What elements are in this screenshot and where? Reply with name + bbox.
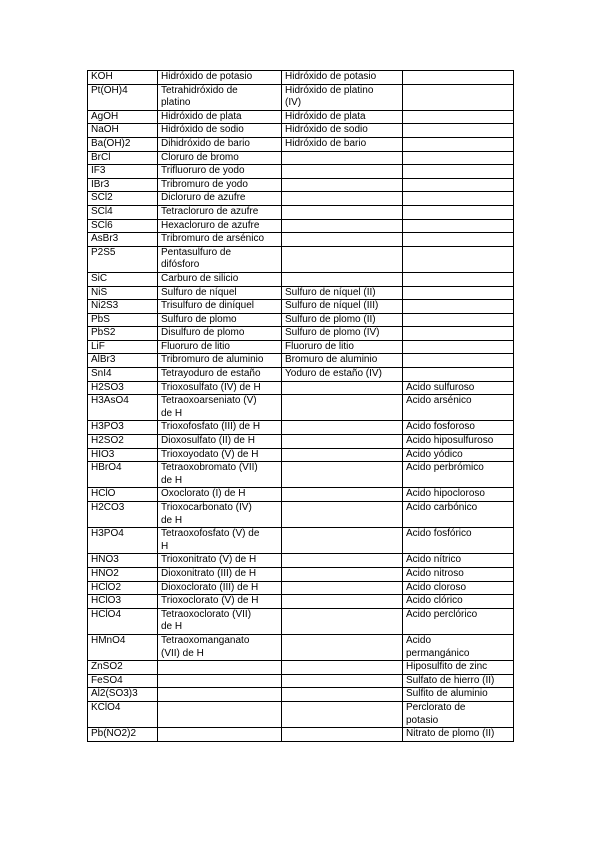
- systematic-name-cell: [158, 674, 282, 688]
- table-row: [88, 192, 514, 206]
- table-row: [88, 205, 514, 219]
- formula-cell: ZnSO2: [88, 661, 158, 675]
- table-row: [88, 313, 514, 327]
- stock-name-cell: [282, 462, 403, 488]
- formula-cell: Pt(OH)4: [88, 84, 158, 110]
- stock-name-cell: Hidróxido de plata: [282, 110, 403, 124]
- systematic-name-cell: Pentasulfuro de difósforo: [158, 246, 282, 272]
- stock-name-cell: Sulfuro de plomo (IV): [282, 327, 403, 341]
- systematic-name-cell: Trioxocarbonato (IV) de H: [158, 502, 282, 528]
- traditional-name-cell: [403, 340, 514, 354]
- table-row: [88, 688, 514, 702]
- table-row: [88, 286, 514, 300]
- table-row: [88, 137, 514, 151]
- table-row: [88, 151, 514, 165]
- traditional-name-cell: Ácido carbónico: [403, 502, 514, 528]
- traditional-name-cell: Ácido yódico: [403, 448, 514, 462]
- table-row: [88, 165, 514, 179]
- stock-name-cell: [282, 192, 403, 206]
- formula-cell: H2CO3: [88, 502, 158, 528]
- table-row: [88, 674, 514, 688]
- table-row: [88, 300, 514, 314]
- formula-cell: AgOH: [88, 110, 158, 124]
- table-row: [88, 233, 514, 247]
- traditional-name-cell: Ácido fosforoso: [403, 421, 514, 435]
- stock-name-cell: Hidróxido de bario: [282, 137, 403, 151]
- systematic-name-cell: Dioxosulfato (II) de H: [158, 435, 282, 449]
- formula-cell: H2SO2: [88, 435, 158, 449]
- traditional-name-cell: [403, 233, 514, 247]
- traditional-name-cell: [403, 71, 514, 85]
- stock-name-cell: [282, 435, 403, 449]
- stock-name-cell: [282, 567, 403, 581]
- systematic-name-cell: Trioxofosfato (III) de H: [158, 421, 282, 435]
- table-row: [88, 435, 514, 449]
- formula-cell: AsBr3: [88, 233, 158, 247]
- table-row: [88, 595, 514, 609]
- table-row: [88, 567, 514, 581]
- table-row: [88, 448, 514, 462]
- traditional-name-cell: Ácido nitroso: [403, 567, 514, 581]
- systematic-name-cell: Trioxoclorato (V) de H: [158, 595, 282, 609]
- stock-name-cell: [282, 701, 403, 727]
- traditional-name-cell: Ácido sulfuroso: [403, 381, 514, 395]
- systematic-name-cell: Trisulfuro de diníquel: [158, 300, 282, 314]
- systematic-name-cell: Tetraoxofosfato (V) de H: [158, 528, 282, 554]
- systematic-name-cell: Tribromuro de arsénico: [158, 233, 282, 247]
- formula-cell: SiC: [88, 272, 158, 286]
- stock-name-cell: [282, 165, 403, 179]
- table-row: [88, 488, 514, 502]
- traditional-name-cell: Ácido hipocloroso: [403, 488, 514, 502]
- formula-cell: PbS2: [88, 327, 158, 341]
- traditional-name-cell: [403, 192, 514, 206]
- traditional-name-cell: Ácido fosfórico: [403, 528, 514, 554]
- systematic-name-cell: Carburo de silicio: [158, 272, 282, 286]
- systematic-name-cell: Dioxonitrato (III) de H: [158, 567, 282, 581]
- stock-name-cell: [282, 488, 403, 502]
- formula-cell: HClO4: [88, 608, 158, 634]
- systematic-name-cell: Tetraoxoclorato (VII) de H: [158, 608, 282, 634]
- systematic-name-cell: Tribromuro de aluminio: [158, 354, 282, 368]
- stock-name-cell: [282, 608, 403, 634]
- stock-name-cell: [282, 554, 403, 568]
- formula-cell: Ba(OH)2: [88, 137, 158, 151]
- systematic-name-cell: Hexacloruro de azufre: [158, 219, 282, 233]
- traditional-name-cell: Ácido perclórico: [403, 608, 514, 634]
- traditional-name-cell: Sulfito de aluminio: [403, 688, 514, 702]
- formula-cell: SnI4: [88, 368, 158, 382]
- table-row: [88, 661, 514, 675]
- formula-cell: HClO: [88, 488, 158, 502]
- traditional-name-cell: [403, 178, 514, 192]
- stock-name-cell: Sulfuro de plomo (II): [282, 313, 403, 327]
- systematic-name-cell: Trioxonitrato (V) de H: [158, 554, 282, 568]
- stock-name-cell: Hidróxido de potasio: [282, 71, 403, 85]
- stock-name-cell: [282, 421, 403, 435]
- systematic-name-cell: Tribromuro de yodo: [158, 178, 282, 192]
- stock-name-cell: [282, 674, 403, 688]
- stock-name-cell: [282, 581, 403, 595]
- formula-cell: Pb(NO2)2: [88, 728, 158, 742]
- table-row: [88, 528, 514, 554]
- systematic-name-cell: Tetrayoduro de estaño: [158, 368, 282, 382]
- formula-cell: P2S5: [88, 246, 158, 272]
- stock-name-cell: [282, 595, 403, 609]
- systematic-name-cell: Oxoclorato (I) de H: [158, 488, 282, 502]
- traditional-name-cell: [403, 151, 514, 165]
- stock-name-cell: [282, 528, 403, 554]
- formula-cell: H3PO3: [88, 421, 158, 435]
- traditional-name-cell: [403, 368, 514, 382]
- formula-cell: HIO3: [88, 448, 158, 462]
- formula-cell: KClO4: [88, 701, 158, 727]
- systematic-name-cell: [158, 688, 282, 702]
- stock-name-cell: Hidróxido de sodio: [282, 124, 403, 138]
- systematic-name-cell: Tetrahidróxido de platino: [158, 84, 282, 110]
- table-row: [88, 124, 514, 138]
- table-row: [88, 395, 514, 421]
- formula-cell: IF3: [88, 165, 158, 179]
- table-row: [88, 581, 514, 595]
- table-row: [88, 728, 514, 742]
- systematic-name-cell: Hidróxido de potasio: [158, 71, 282, 85]
- formula-cell: HClO3: [88, 595, 158, 609]
- traditional-name-cell: Acido arsénico: [403, 395, 514, 421]
- stock-name-cell: Hidróxido de platino (IV): [282, 84, 403, 110]
- traditional-name-cell: [403, 165, 514, 179]
- table-row: [88, 368, 514, 382]
- traditional-name-cell: [403, 300, 514, 314]
- systematic-name-cell: Sulfuro de níquel: [158, 286, 282, 300]
- stock-name-cell: Fluoruro de litio: [282, 340, 403, 354]
- nomenclature-table-body: [88, 71, 514, 742]
- traditional-name-cell: Ácido permangánico: [403, 634, 514, 660]
- table-row: [88, 272, 514, 286]
- stock-name-cell: [282, 502, 403, 528]
- stock-name-cell: [282, 661, 403, 675]
- table-row: [88, 327, 514, 341]
- stock-name-cell: [282, 151, 403, 165]
- formula-cell: KOH: [88, 71, 158, 85]
- stock-name-cell: [282, 233, 403, 247]
- table-row: [88, 701, 514, 727]
- traditional-name-cell: [403, 286, 514, 300]
- traditional-name-cell: [403, 124, 514, 138]
- traditional-name-cell: Sulfato de hierro (II): [403, 674, 514, 688]
- traditional-name-cell: [403, 205, 514, 219]
- table-row: [88, 219, 514, 233]
- systematic-name-cell: Dihidróxido de bario: [158, 137, 282, 151]
- table-row: [88, 462, 514, 488]
- formula-cell: BrCl: [88, 151, 158, 165]
- traditional-name-cell: Ácido nítrico: [403, 554, 514, 568]
- nomenclature-table: [87, 70, 514, 742]
- formula-cell: HNO2: [88, 567, 158, 581]
- systematic-name-cell: Trioxoyodato (V) de H: [158, 448, 282, 462]
- traditional-name-cell: [403, 327, 514, 341]
- systematic-name-cell: [158, 661, 282, 675]
- systematic-name-cell: Cloruro de bromo: [158, 151, 282, 165]
- formula-cell: AlBr3: [88, 354, 158, 368]
- systematic-name-cell: Trioxosulfato (IV) de H: [158, 381, 282, 395]
- table-row: [88, 246, 514, 272]
- formula-cell: NaOH: [88, 124, 158, 138]
- systematic-name-cell: Dioxoclorato (III) de H: [158, 581, 282, 595]
- traditional-name-cell: [403, 313, 514, 327]
- formula-cell: H2SO3: [88, 381, 158, 395]
- traditional-name-cell: Ácido clórico: [403, 595, 514, 609]
- formula-cell: LiF: [88, 340, 158, 354]
- table-row: [88, 634, 514, 660]
- table-row: [88, 502, 514, 528]
- systematic-name-cell: Fluoruro de litio: [158, 340, 282, 354]
- systematic-name-cell: Tetraoxomanganato (VII) de H: [158, 634, 282, 660]
- systematic-name-cell: [158, 701, 282, 727]
- stock-name-cell: Sulfuro de níquel (II): [282, 286, 403, 300]
- traditional-name-cell: Nitrato de plomo (II): [403, 728, 514, 742]
- systematic-name-cell: Tetraoxoarseniato (V) de H: [158, 395, 282, 421]
- stock-name-cell: Bromuro de aluminio: [282, 354, 403, 368]
- stock-name-cell: [282, 272, 403, 286]
- systematic-name-cell: Dicloruro de azufre: [158, 192, 282, 206]
- stock-name-cell: [282, 634, 403, 660]
- systematic-name-cell: Sulfuro de plomo: [158, 313, 282, 327]
- formula-cell: H3AsO4: [88, 395, 158, 421]
- traditional-name-cell: Acido perbrómico: [403, 462, 514, 488]
- traditional-name-cell: [403, 110, 514, 124]
- traditional-name-cell: [403, 219, 514, 233]
- stock-name-cell: [282, 381, 403, 395]
- table-row: [88, 110, 514, 124]
- stock-name-cell: [282, 219, 403, 233]
- formula-cell: HMnO4: [88, 634, 158, 660]
- systematic-name-cell: Hidróxido de sodio: [158, 124, 282, 138]
- formula-cell: FeSO4: [88, 674, 158, 688]
- stock-name-cell: Sulfuro de níquel (III): [282, 300, 403, 314]
- stock-name-cell: [282, 448, 403, 462]
- table-row: [88, 71, 514, 85]
- formula-cell: H3PO4: [88, 528, 158, 554]
- stock-name-cell: [282, 246, 403, 272]
- formula-cell: Ni2S3: [88, 300, 158, 314]
- systematic-name-cell: Tetraoxobromato (VII) de H: [158, 462, 282, 488]
- stock-name-cell: [282, 395, 403, 421]
- systematic-name-cell: Disulfuro de plomo: [158, 327, 282, 341]
- table-row: [88, 84, 514, 110]
- formula-cell: SCl6: [88, 219, 158, 233]
- table-row: [88, 421, 514, 435]
- formula-cell: HClO2: [88, 581, 158, 595]
- traditional-name-cell: Hiposulfito de zinc: [403, 661, 514, 675]
- table-row: [88, 178, 514, 192]
- formula-cell: HNO3: [88, 554, 158, 568]
- traditional-name-cell: Perclorato de potasio: [403, 701, 514, 727]
- traditional-name-cell: [403, 246, 514, 272]
- systematic-name-cell: Tetracloruro de azufre: [158, 205, 282, 219]
- table-row: [88, 381, 514, 395]
- table-row: [88, 354, 514, 368]
- stock-name-cell: [282, 205, 403, 219]
- table-row: [88, 608, 514, 634]
- systematic-name-cell: Trifluoruro de yodo: [158, 165, 282, 179]
- stock-name-cell: [282, 688, 403, 702]
- stock-name-cell: Yoduro de estaño (IV): [282, 368, 403, 382]
- formula-cell: HBrO4: [88, 462, 158, 488]
- traditional-name-cell: [403, 354, 514, 368]
- traditional-name-cell: Ácido cloroso: [403, 581, 514, 595]
- systematic-name-cell: Hidróxido de plata: [158, 110, 282, 124]
- table-row: [88, 554, 514, 568]
- traditional-name-cell: [403, 272, 514, 286]
- formula-cell: Al2(SO3)3: [88, 688, 158, 702]
- formula-cell: IBr3: [88, 178, 158, 192]
- traditional-name-cell: Ácido hiposulfuroso: [403, 435, 514, 449]
- formula-cell: NiS: [88, 286, 158, 300]
- formula-cell: SCl2: [88, 192, 158, 206]
- systematic-name-cell: [158, 728, 282, 742]
- stock-name-cell: [282, 728, 403, 742]
- stock-name-cell: [282, 178, 403, 192]
- traditional-name-cell: [403, 137, 514, 151]
- formula-cell: PbS: [88, 313, 158, 327]
- traditional-name-cell: [403, 84, 514, 110]
- table-row: [88, 340, 514, 354]
- formula-cell: SCl4: [88, 205, 158, 219]
